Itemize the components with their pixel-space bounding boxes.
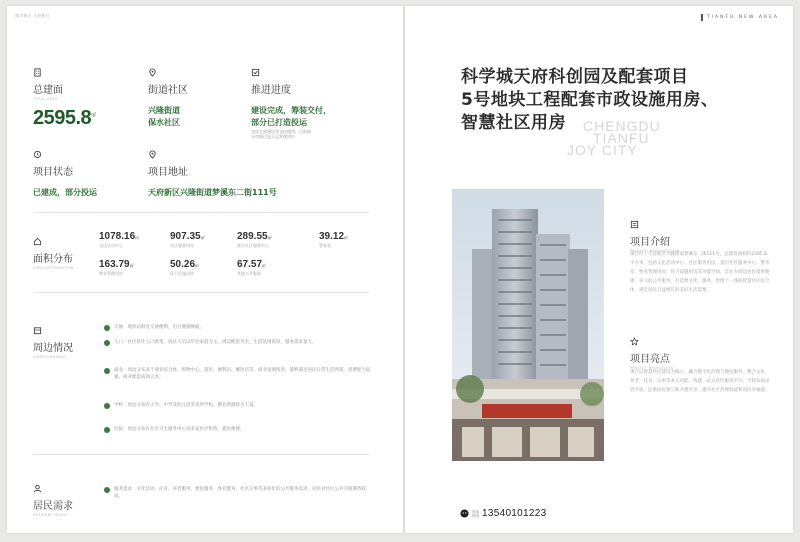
- highlights-icon: [630, 337, 639, 346]
- area-item: 907.35㎡ 社区服务用房: [170, 231, 205, 248]
- progress-label: 推进进度: [251, 85, 291, 96]
- bullet-dot: [104, 368, 110, 374]
- progress-block: [251, 62, 391, 139]
- needs-sublabel: RESIDENT NEEDS: [33, 513, 68, 517]
- address-label: 项目地址: [148, 167, 188, 178]
- phone-number[interactable]: 13540101223: [482, 508, 547, 519]
- building-photo: [452, 189, 604, 461]
- total-area-value: 2595.8㎡: [33, 107, 96, 129]
- area-dist-label: 面积分布: [33, 254, 73, 265]
- total-area-sublabel: TOTAL AREA: [33, 97, 58, 101]
- intro-icon: [630, 220, 639, 229]
- contact-phone[interactable]: [460, 508, 546, 519]
- list-item: 交通：地铁站附近交通便利，出行便捷畅通。: [104, 324, 374, 331]
- phone-label: 咨询 热线: [472, 509, 479, 518]
- bullet-dot: [104, 325, 110, 331]
- building-illustration: [452, 189, 604, 461]
- community-label: 街道社区: [148, 85, 188, 96]
- header-right-brand: TIANFU NEW AREA: [701, 14, 779, 21]
- area-item: 39.12㎡ 警务室: [319, 231, 349, 248]
- page-title: [461, 66, 781, 135]
- area-item: 289.55㎡ 基层社区服务中心: [237, 231, 272, 248]
- list-item: 学校：周边分布有小学、中学及幼儿园等多所学校，教育资源较为丰富。: [104, 402, 374, 409]
- surroundings-block: [33, 320, 73, 359]
- divider: [33, 212, 369, 213]
- list-item: 商业：周边分布多个商业综合体、购物中心、超市、便利店、餐饮店等，商业氛围浓厚，能够满足居民日常生活所需，消费能力较强，商业配套成熟完善。: [104, 367, 374, 381]
- building-icon: [33, 68, 42, 77]
- bullet-dot: [104, 427, 110, 433]
- bullet-dot: [104, 487, 110, 493]
- progress-line-2: 部分已打造投运: [251, 118, 307, 127]
- needs-block: [33, 478, 73, 517]
- status-icon: [33, 150, 42, 159]
- community-block: [148, 62, 188, 129]
- title-line-3: 智慧社区用房: [461, 113, 566, 133]
- address-value: 天府新区兴隆街道梦溪东二街111号: [148, 188, 277, 197]
- area-dist-block: [33, 231, 74, 270]
- brand-mark-icon: [701, 14, 703, 21]
- highlights-label: 项目亮点: [630, 354, 670, 365]
- watermark-line-3: JOY CITY: [567, 142, 638, 158]
- community-line-2: 保水社区: [148, 118, 180, 127]
- watermark-line-1: CHENGDU: [583, 118, 661, 134]
- area-item: 50.26㎡ 环卫设施用房: [170, 259, 200, 276]
- total-area-label: 总建面: [33, 85, 63, 96]
- status-label: 项目状态: [33, 167, 73, 178]
- area-item: 67.57㎡ 其他公共服务: [237, 259, 267, 276]
- area-dist-sublabel: AREA DISTRIBUTION: [33, 266, 74, 270]
- list-item: 服务需求：文化活动、托育、养老服务、便民服务、体育健身、社区议事等多样化的公共服务需求，居民对社区公共空间期待较高。: [104, 486, 374, 500]
- surroundings-icon: [33, 326, 42, 335]
- surroundings-sublabel: SURROUNDINGS: [33, 355, 66, 359]
- intro-label: 项目介绍: [630, 237, 670, 248]
- progress-icon: [251, 68, 260, 77]
- watermark-line-2: TIANFU: [593, 130, 650, 146]
- title-line-2: 5号地块工程配套市政设施用房、: [461, 90, 719, 110]
- bullet-dot: [104, 403, 110, 409]
- location-icon: [148, 68, 157, 77]
- status-block: [33, 144, 97, 199]
- title-line-1: 科学城天府科创园及配套项目: [461, 67, 689, 87]
- highlights-sublabel: PROJECT HIGHLIGHTS: [630, 366, 674, 370]
- community-line-1: 兴隆街道: [148, 106, 180, 115]
- bullet-dot: [104, 340, 110, 346]
- needs-label: 居民需求: [33, 501, 73, 512]
- address-icon: [148, 150, 157, 159]
- right-page: [405, 6, 793, 533]
- area-item: 1078.16㎡ 文化活动中心: [99, 231, 140, 248]
- list-item: 医院：周边分布有社区卫生服务中心及多家医疗机构，就医便捷。: [104, 426, 374, 433]
- intro-text: 项目位于天府新区兴隆街道梦溪东二街111号，总建筑面积约2595.8平方米，包括文化活动中心、社区服务用房、基层社区服务中心、警务室、物业管理用房、环卫设施用房等功能空间，旨在为周边居民提供便捷、多元的公共服务，打造集文化、服务、治理于一体的智慧社区综合体，满足居民日益增长的美好生活需要。: [630, 252, 770, 293]
- intro-sublabel: PROJECT INTRODUCTION: [630, 249, 680, 253]
- list-item: 人口：社区常住人口密集，居住人员以年轻家庭为主，周边配套齐全，生活氛围浓厚，服务需求量大。: [104, 339, 374, 346]
- intro-heading: [630, 214, 679, 253]
- total-area-block: [33, 62, 96, 130]
- wechat-icon: [460, 509, 469, 518]
- needs-icon: [33, 484, 42, 493]
- header-left-caption: 城市新区 天府新区: [15, 13, 51, 18]
- address-block: [148, 144, 277, 199]
- divider: [33, 454, 369, 455]
- progress-note-1: 完成全部建设并交付使用，目前部: [251, 129, 311, 134]
- area-item: 163.79㎡ 物业管理用房: [99, 259, 134, 276]
- status-value: 已建成，部分投运: [33, 188, 97, 197]
- highlights-text: 项目以智慧社区建设为核心，融合数字化治理与便民服务，整合文化、养老、托育、议事等多元功能，构建一站式社区服务平台；空间布局灵活开放，注重居民参与和共建共享，提升社区治理效能和居民幸福感。: [630, 370, 770, 393]
- left-page: [7, 6, 403, 533]
- progress-note-2: 分空间已投入运营使用中: [251, 134, 295, 139]
- divider: [33, 292, 369, 293]
- surroundings-label: 周边情况: [33, 343, 73, 354]
- progress-line-1: 建设完成，筹装交付，: [251, 106, 331, 115]
- area-icon: [33, 237, 42, 246]
- highlights-heading: [630, 331, 673, 370]
